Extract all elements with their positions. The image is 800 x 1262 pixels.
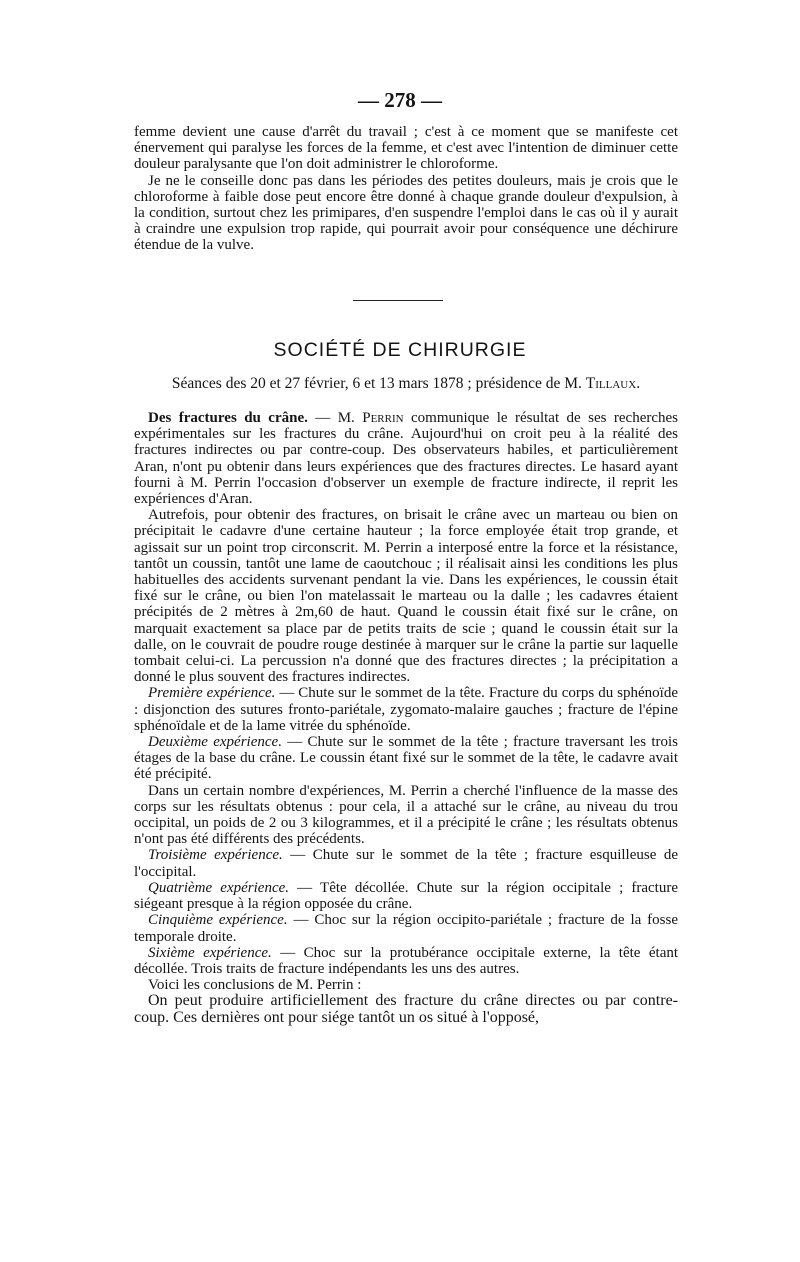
text-run: — Chute sur le sommet de la tête ; fracture traversant les trois étages de la base du crâne. Le coussin étant fixé sur le sommet de la tête, le cadavre avait été précipité. [134,734,678,783]
paragraph: Dans un certain nombre d'expériences, M. Perrin a cherché l'influence de la masse des corps sur les résultats obtenus : pour cela, il a attaché sur le crâne, au niveau du trou occipital, un poids de 2 ou 3 kilogrammes, et il a précipité le crâne ; les résultats obtenus n'ont pas été différents des précédents. [134,782,678,848]
paragraph: Voici les conclusions de M. Perrin : [148,977,362,994]
text-run: — M. [315,410,355,426]
experiment-label: Sixième expérience. [148,944,272,961]
experiment-label: Troisième expérience. [148,847,283,864]
text-run: — Tête décollée. Chute sur la région occipitale ; fracture siégeant presque à la région opposée du crâne. [134,879,679,913]
president-name: Tillaux. [585,375,641,392]
article-title: Des fractures du crâne. [148,410,308,426]
section-title: SOCIÉTÉ DE CHIRURGIE [273,339,527,361]
text-run: — Choc sur la protubérance occipitale externe, la tête étant décollée. Trois traits de fracture indépendants les uns des autres. [134,944,679,977]
author-name: Perrin [362,410,404,426]
experiment-label: Deuxième expérience. [148,734,282,751]
paragraph [134,880,678,912]
text-run: — Chute sur le sommet de la tête. Fracture du corps du sphénoïde : disjonction des sutures fronto-pariétale, zygomato-malaire gauches ; fracture de l'épine sphénoïdale et de la lame vitrée du sphénoïde. [134,685,678,734]
paragraph [134,410,678,507]
paragraph [134,912,678,944]
paragraph: On peut produire artificiellement des fracture du crâne directes ou par contre-coup. Ces dernières ont pour siége tantôt un os situé à l'opposé, [134,992,678,1026]
text-run: — Chute sur le sommet de la tête ; fracture esquilleuse de l'occipital. [134,847,678,880]
experiment-label: Quatrième expérience. [148,879,290,896]
paragraph [134,847,678,879]
page-number: — 278 — [358,88,442,112]
session-dates [134,375,678,393]
paragraph [134,945,678,977]
paragraph [134,685,678,734]
separator-rule [353,300,443,301]
experiment-label: Première expérience. [148,685,276,702]
session-dates-text: Séances des 20 et 27 février, 6 et 13 mars 1878 ; présidence de M. [171,375,582,392]
paragraph: femme devient une cause d'arrêt du travail ; c'est à ce moment que se manifeste cet énervement qui paralyse les forces de la femme, et c'est avec l'intention de diminuer cette douleur paralysante que l'on doit administrer le chloroforme. [134,124,678,173]
top-text-block [134,124,678,254]
paragraph [134,734,678,783]
paragraph: Je ne le conseille donc pas dans les périodes des petites douleurs, mais je crois que le chloroforme à faible dose peut encore être donné à chaque grande douleur d'expulsion, à la condition, surtout chez les primipares, d'en suspendre l'emploi dans le cas où il y aurait à craindre une expulsion trop rapide, qui pourrait avoir pour conséquence une déchirure étendue de la vulve. [134,172,678,254]
experiment-label: Cinquième expérience. [148,912,288,929]
text-run: — Choc sur la région occipito-pariétale ; fracture de la fosse temporale droite. [134,912,678,945]
article-body [134,410,678,1026]
text-run: communique le résultat de ses recherches expérimentales sur les fractures du crâne. Aujourd'hui on croit peu à la réalité des fractures indirectes ou par contre-coup. Des observateurs habiles, et particulièrement Aran, n'ont pu obtenir dans leurs expériences que des fractures directes. Le hasard ayant fourni à M. Perrin l'occasion d'observer un exemple de fracture indirecte, il reprit les expériences d'Aran. [134,410,679,508]
paragraph: Autrefois, pour obtenir des fractures, on brisait le crâne avec un marteau ou bien on précipitait le cadavre d'une certaine hauteur ; la force employée était trop grande, et agissait sur un point trop circonscrit. M. Perrin a interposé entre la force et la résistance, tantôt un coussin, tantôt une lame de caoutchouc ; il réalisait ainsi les conditions les plus habituelles des accidents survenant pendant la vie. Dans les expériences, le coussin était fixé sur le crâne, ou bien l'on matelassait le marteau ou la dalle ; les cadavres étaient précipités de 2 mètres à 2m,60 de haut. Quand le coussin était fixé sur le crâne, on marquait exactement sa place par de petits traits de scie ; quand le coussin était sur la dalle, on le couvrait de poudre rouge destinée à marquer sur le crâne la partie sur laquelle tombait celui-ci. La percussion n'a donné que des fractures directes ; la précipitation a donné le plus souvent des fractures indirectes. [134,507,678,686]
